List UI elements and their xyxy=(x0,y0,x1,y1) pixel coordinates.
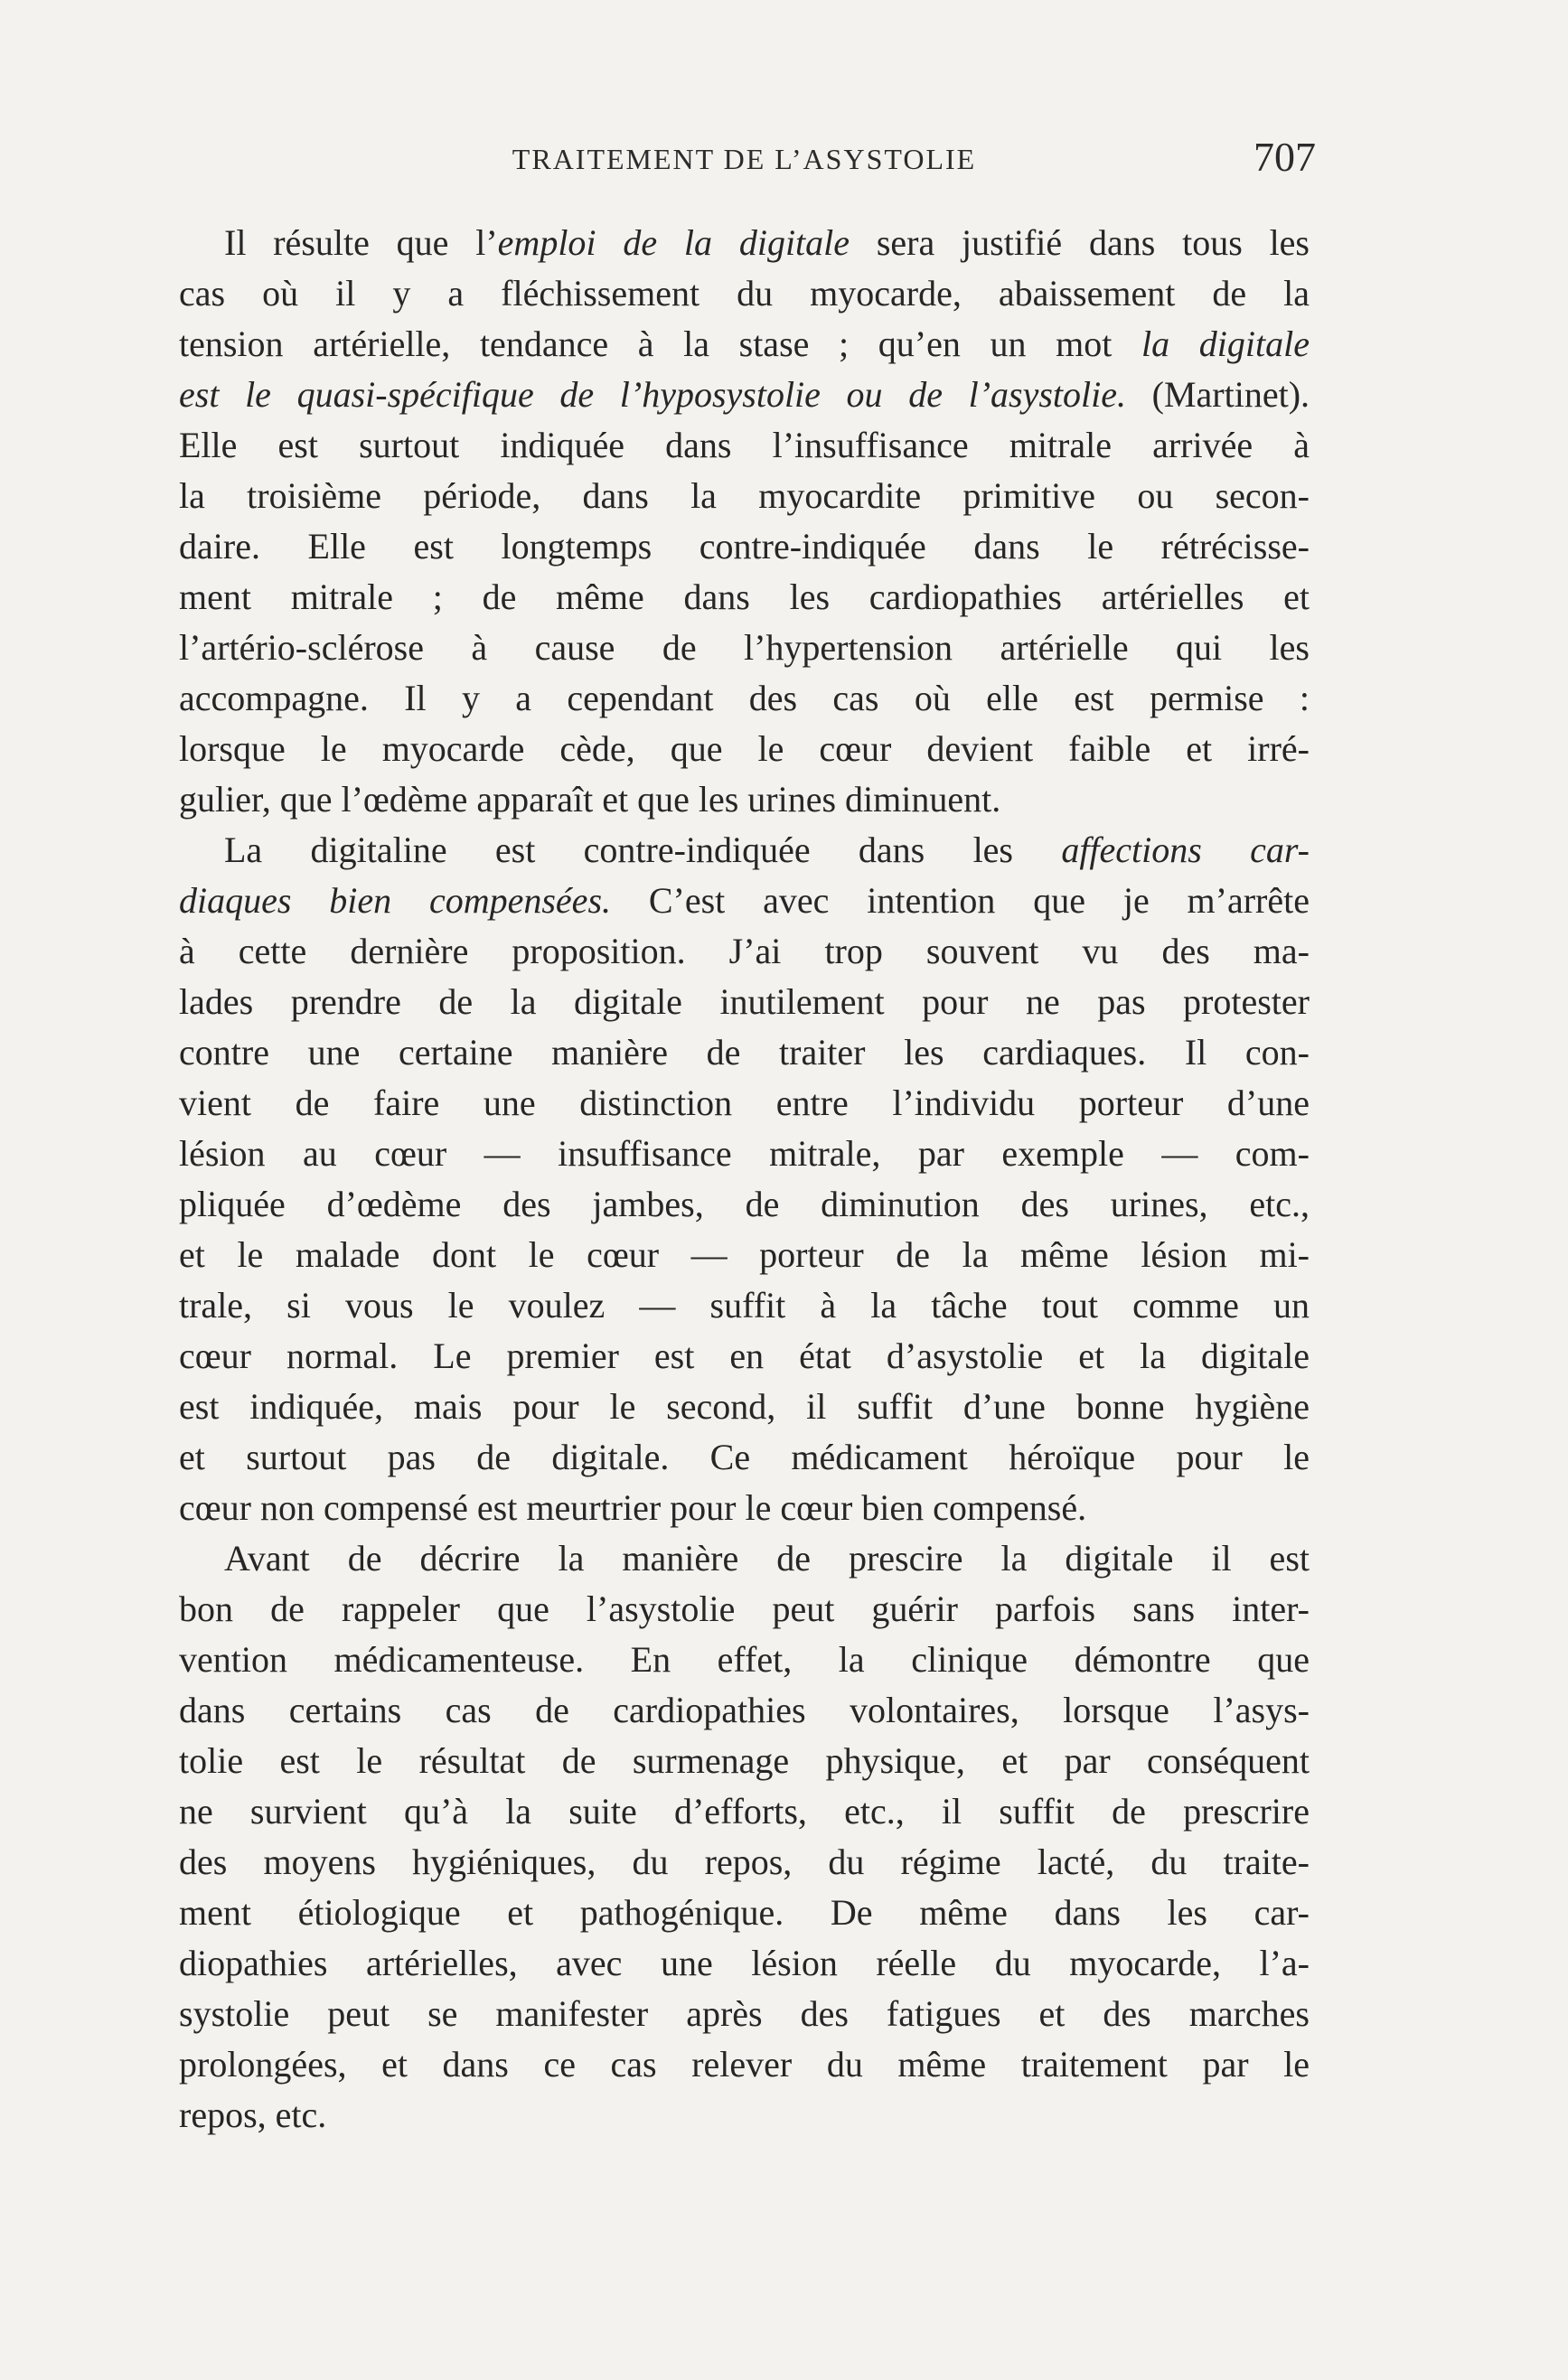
running-head: TRAITEMENT DE L’ASYSTOLIE xyxy=(512,143,977,175)
text-line: repos, etc. xyxy=(179,2094,327,2135)
text-run: tension artérielle, tendance à la stase ; qu’en un mot xyxy=(179,323,1142,364)
text-line: et surtout pas de digitale. Ce médicament héroïque pour le xyxy=(179,1437,1310,1477)
text-line: à cette dernière proposition. J’ai trop souvent vu des ma- xyxy=(179,931,1310,971)
italic-text: affections car- xyxy=(1061,829,1310,870)
text-line: vient de faire une distinction entre l’individu porteur d’une xyxy=(179,1082,1310,1123)
text-line: diopathies artérielles, avec une lésion réelle du myocarde, l’a- xyxy=(179,1943,1310,1983)
text-line: accompagne. Il y a cependant des cas où elle est permise : xyxy=(179,678,1310,718)
text-line: bon de rappeler que l’asystolie peut guérir parfois sans inter- xyxy=(179,1588,1310,1629)
text-line: tolie est le résultat de surmenage physique, et par conséquent xyxy=(179,1740,1310,1781)
italic-text: la digitale xyxy=(1141,323,1310,364)
text-line xyxy=(179,218,1310,268)
text-line: cœur non compensé est meurtrier pour le cœur bien compensé. xyxy=(179,1487,1087,1528)
text-line: lorsque le myocarde cède, que le cœur devient faible et irré- xyxy=(179,728,1310,769)
text-line: Avant de décrire la manière de prescire la digitale il est xyxy=(224,1538,1310,1579)
italic-text: est le quasi-spécifique de l’hyposystolie ou de l’asystolie. xyxy=(179,374,1126,415)
text-run: (Martinet). xyxy=(1126,374,1310,415)
text-line: lésion au cœur — insuffisance mitrale, par exemple — com- xyxy=(179,1133,1310,1174)
paragraph xyxy=(179,825,1310,1533)
text-line: ment mitrale ; de même dans les cardiopathies artérielles et xyxy=(179,576,1310,617)
text-line: gulier, que l’œdème apparaît et que les urines diminuent. xyxy=(179,779,1001,820)
text-line: systolie peut se manifester après des fatigues et des marches xyxy=(179,1993,1310,2034)
text-run: Il résulte que l’ xyxy=(224,222,498,263)
text-line: l’artério-sclérose à cause de l’hypertension artérielle qui les xyxy=(179,627,1310,668)
text-line xyxy=(179,319,1310,370)
text-line xyxy=(179,370,1310,420)
text-line: daire. Elle est longtemps contre-indiquée dans le rétrécisse- xyxy=(179,526,1310,567)
text-run: C’est avec intention que je m’arrête xyxy=(611,880,1310,921)
paragraph xyxy=(179,218,1310,825)
text-run: sera justifié dans tous les xyxy=(850,222,1310,263)
text-line: ment étiologique et pathogénique. De même dans les car- xyxy=(179,1892,1310,1933)
text-line: trale, si vous le voulez — suffit à la tâche tout comme un xyxy=(179,1285,1310,1326)
body-text xyxy=(179,218,1310,2141)
page-number: 707 xyxy=(1253,134,1316,180)
text-line: vention médicamenteuse. En effet, la clinique démontre que xyxy=(179,1639,1310,1680)
italic-text: diaques bien compensées. xyxy=(179,880,612,921)
italic-text: emploi de la digitale xyxy=(497,222,850,263)
text-line: contre une certaine manière de traiter les cardiaques. Il con- xyxy=(179,1032,1310,1073)
text-run: La digitaline est contre-indiquée dans les xyxy=(224,829,1062,870)
text-line: cas où il y a fléchissement du myocarde, abaissement de la xyxy=(179,273,1310,314)
paragraph xyxy=(179,1533,1310,2141)
text-line: ne survient qu’à la suite d’efforts, etc., il suffit de prescrire xyxy=(179,1791,1310,1832)
text-line: Elle est surtout indiquée dans l’insuffisance mitrale arrivée à xyxy=(179,425,1310,465)
text-line: des moyens hygiéniques, du repos, du régime lacté, du traite- xyxy=(179,1841,1310,1882)
text-line: est indiquée, mais pour le second, il suffit d’une bonne hygiène xyxy=(179,1386,1310,1427)
text-line: et le malade dont le cœur — porteur de la même lésion mi- xyxy=(179,1234,1310,1275)
text-line: la troisième période, dans la myocardite primitive ou secon- xyxy=(179,475,1310,516)
text-line xyxy=(179,876,1310,926)
text-line: pliquée d’œdème des jambes, de diminution des urines, etc., xyxy=(179,1184,1310,1224)
text-line: lades prendre de la digitale inutilement pour ne pas protester xyxy=(179,981,1310,1022)
text-line: dans certains cas de cardiopathies volontaires, lorsque l’asys- xyxy=(179,1690,1310,1730)
text-line: prolongées, et dans ce cas relever du même traitement par le xyxy=(179,2044,1310,2085)
text-line: cœur normal. Le premier est en état d’asystolie et la digitale xyxy=(179,1335,1310,1376)
text-line xyxy=(179,825,1310,876)
